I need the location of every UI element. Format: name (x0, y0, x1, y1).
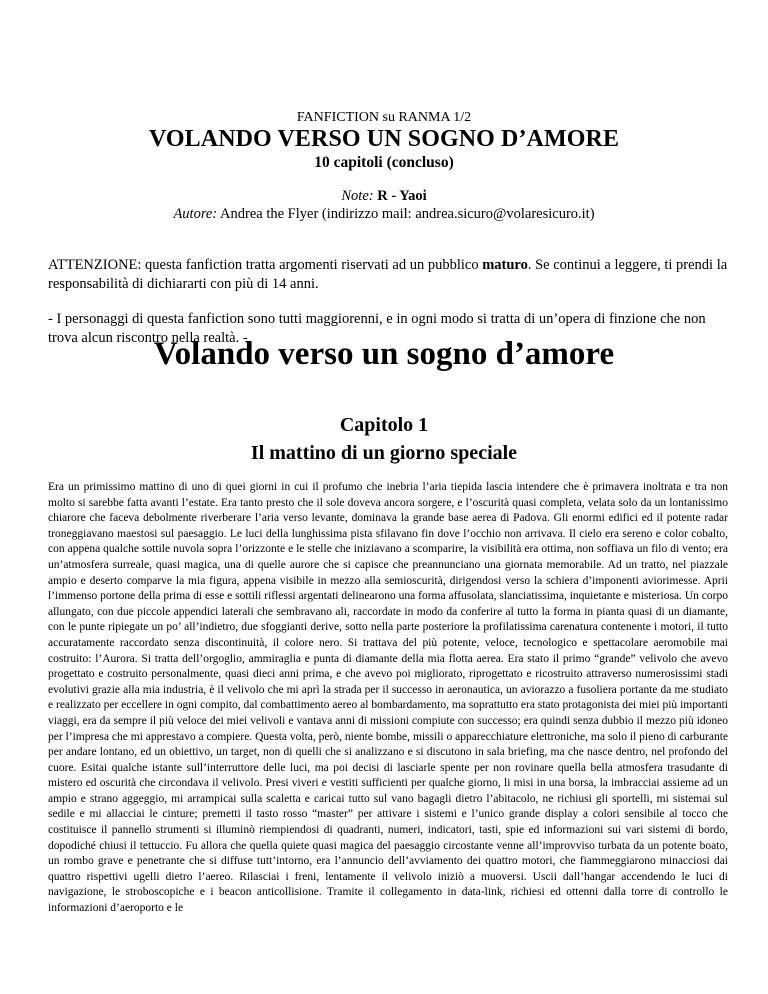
author-label: Autore: (173, 206, 218, 222)
warning-text-start: ATTENZIONE: questa fanfiction tratta argomenti riservati ad un pubblico (48, 257, 483, 273)
chapter-count: 10 capitoli (concluso) (314, 154, 454, 171)
document-title: VOLANDO VERSO UN SOGNO D’AMORE (148, 126, 620, 152)
fiction-disclaimer: - I personaggi di questa fanfiction sono tutti maggiorenni, e in ogni modo si tratta di un’opera di finzione che non trova alcun riscontro nella realtà. - (48, 311, 706, 346)
series-line: FANFICTION su RANMA 1/2 (296, 110, 472, 125)
chapter-title: Il mattino di un giorno speciale (250, 442, 518, 464)
note-line (0, 188, 768, 205)
warning-text-end: . Se continui a leggere, ti prendi la responsabilità di dichiararti con più di 14 anni. (48, 257, 728, 292)
note-label: Note: (341, 188, 374, 204)
author-value: Andrea the Flyer (indirizzo mail: andrea.sicuro@volaresicuro.it) (220, 206, 595, 222)
chapter-number: Capitolo 1 (339, 414, 429, 436)
story-body: Era un primissimo mattino di uno di quei giorni in cui il profumo che inebria l’aria tiepida lascia intendere che è primavera inoltrata e tra non molto si sarebbe fatta avanti l’estate. Era tanto presto che il sole doveva ancora sorgere, e l’oscurità quasi completa, velata solo da un lontanissimo chiarore che faceva debolmente riverberare l’aria verso levante, dominava la grande base aerea di Padova. Gli enormi edifici ed il potente radar troneggiavano maestosi sul paesaggio. Le luci della lunghissima pista sfilavano fin dove l’occhio non arrivava. Il cielo era sereno e color cobalto, con appena qualche sottile nuvola sopra l’orizzonte e le stelle che iniziavano a scomparire, la visibilità era ottima, non soffiava un filo di vento; era un’atmosfera surreale, quasi magica, una di quelle aurore che si capisce che preannunciano una giornata memorabile. Ad un tratto, nel piazzale ampio e deserto comparve la mia figura, appena visibile in mezzo alla semioscurità, dirigendosi verso la schiera d’imponenti aviorimesse. Aprii l’immenso portone della prima di esse e sottili riflessi argentati delinearono una forma affusolata, slanciatissima, inquietante e misteriosa. Un corpo allungato, con due piccole appendici laterali che sembravano ali, raccordate in modo da conferire al tutto la forma in pianta quasi di un diamante, con le punte ripiegate un po’ all’indietro, due sfoggianti derive, sotto nella parte posteriore la profilatissima carenatura contenente i motori, il tutto accuratamente raccordato senza discontinuità, il colore nero. Si trattava del più potente, veloce, tecnologico e spettacolare aeromobile mai costruito: l’Aurora. Si tratta dell’orgoglio, ammiraglia e punta di diamante della mia flotta aerea. Era stato il primo “grande” velivolo che avevo progettato e costruito personalmente, quasi dieci anni prima, e che avevo poi migliorato, riprogettato e ricostruito attraverso numerosissimi stadi evolutivi grazie alla mia industria, è il velivolo che mi aprì la strada per il successo in aeronautica, un aviorazzo a fusoliera portante da me studiato e realizzato per eccellere in ogni compito, dal combattimento aereo al bombardamento, ma soprattutto era stato protagonista dei miei più importanti viaggi, era da sempre il più veloce dei miei velivoli e vantava anni di missioni compiute con successo; era quindi senza dubbio il mezzo più idoneo per l’impresa che mi apprestavo a compiere. Questa volta, però, niente bombe, missili o apparecchiature elettroniche, ma solo il pieno di carburante per andare lontano, ed un obiettivo, un target, non di quelli che si analizzano e si discutono in sala briefing, ma che nasce dentro, nel profondo del cuore. Esitai qualche istante sull’interruttore delle luci, ma poi decisi di lasciarle spente per non rovinare quella bella atmosfera trasudante di mistero ed oscurità che circondava il velivolo. Presi viveri e vestiti sufficienti per qualche giorno, li misi in una borsa, la imbracciai assieme ad un ampio e strano aggeggio, mi arrampicai sulla scaletta e caricai tutto sul vano bagagli dietro l’abitacolo, ne richiusi gli sportelli, mi sistemai sul sedile e mi allacciai le cinture; premetti il tasto rosso “master” per attivare i sistemi e l’unico grande display a colori sensibile al tocco che costituisce il pannello strumenti si illuminò riempiendosi di quadranti, numeri, indicatori, tasti, spie ed informazioni sui vari sistemi di bordo, dopodiché chiusi il tettuccio. Fu allora che quella quiete quasi magica del paesaggio circostante venne all’improvviso turbata da un potente boato, un rombo grave e penetrante che si diffuse tutt’intorno, era l’annuncio dell’avviamento dei quattro motori, che fiammeggiarono minacciosi dai quattro rispettivi ugelli dietro l’aereo. Rilasciai i freni, lentamente il velivolo iniziò a muoversi. Uscii dall’hangar accendendo le luci di navigazione, le stroboscopiche e i beacon anticollisione. Tramite il collegamento in data-link, richiesi ed ottenni dalla torre di controllo le informazioni d’aeroporto e le (48, 481, 728, 915)
note-value: R - Yaoi (377, 188, 427, 204)
author-line (0, 206, 768, 223)
maturity-warning (48, 256, 728, 294)
warning-bold-word: maturo (482, 257, 528, 273)
story-title: Volando verso un sogno d’amore (153, 336, 615, 372)
